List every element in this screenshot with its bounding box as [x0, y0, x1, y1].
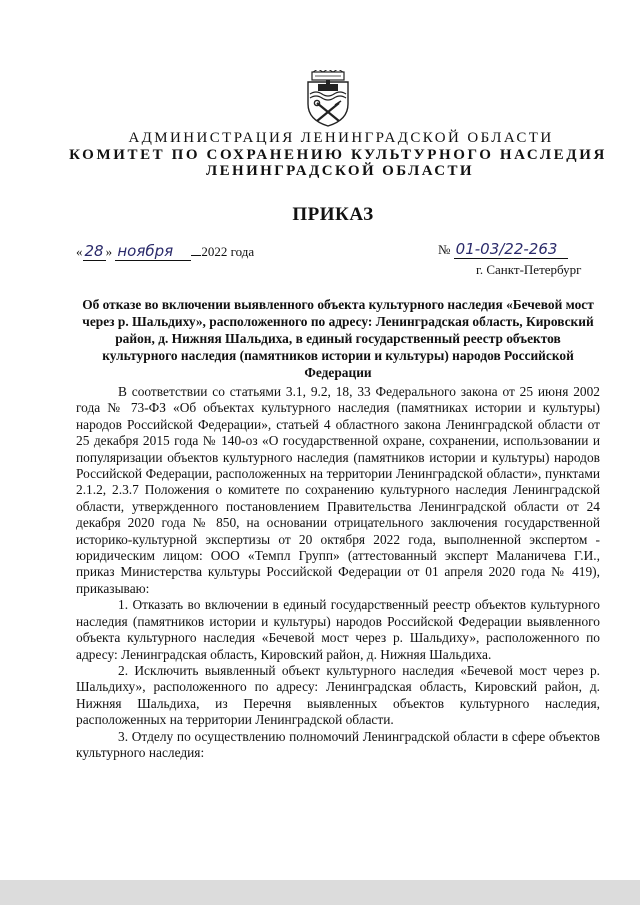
paragraph-item-2: 2. Исключить выявленный объект культурного наследия «Бечевой мост через р. Шальдиху», расположенного по адресу: Ленинградская область, Кировский район, д. Нижняя Шальдиха, из Перечня выявленных объектов культурного наследия, расположенных на территории Ленинградской области.: [76, 662, 600, 728]
date-day: 28: [84, 242, 104, 260]
number-prefix: №: [438, 242, 451, 257]
document-type-title: ПРИКАЗ: [292, 204, 374, 225]
document-body: [76, 384, 600, 761]
coat-of-arms-icon: [304, 70, 352, 128]
document-city: г. Санкт-Петербург: [476, 262, 582, 277]
document-date: [76, 242, 254, 261]
quote-open: «: [76, 244, 83, 259]
date-year: 2022 года: [201, 244, 255, 259]
date-month: ноября: [115, 242, 191, 261]
quote-close: »: [105, 244, 113, 259]
org-line-3: ЛЕНИНГРАДСКОЙ ОБЛАСТИ: [206, 163, 474, 179]
paragraph-item-1: 1. Отказать во включении в единый государственный реестр объектов культурного наследия (памятников истории и культуры) народов Российской Федерации выявленного объекта культурного наследия «Бечевой мост через р. Шальдиху», расположенного по адресу: Ленинградская область, Кировский район, д. Нижняя Шальдиха.: [76, 597, 600, 662]
scan-bottom-edge: [0, 880, 640, 905]
number-value: 01-03/22-263: [454, 240, 568, 259]
document-number: [438, 240, 568, 259]
org-line-2: КОМИТЕТ ПО СОХРАНЕНИЮ КУЛЬТУРНОГО НАСЛЕДИЯ: [69, 147, 607, 163]
paragraph-preamble: В соответствии со статьями 3.1, 9.2, 18, 33 Федерального закона от 25 июня 2002 года № 73-ФЗ «Об объектах культурного наследия (памятниках истории и культуры) народов Российской Федерации», статьей 4 областного закона Ленинградской области от 25 декабря 2015 года № 140-оз «О государственной охране, сохранении, использовании и популяризации объектов культурного наследия (памятников истории и культуры) народов Российской Федерации, расположенных на территории Ленинградской области», пунктами 2.1.2, 2.3.7 Положения о комитете по сохранению культурного наследия Ленинградской области, утвержденного постановлением Правительства Ленинградской области от 24 декабря 2020 года № 850, на основании отрицательного заключения государственной историко-культурной экспертизы от 20 октября 2022 года, выполненной экспертом - юридическим лицом: ООО «Темпл Групп» (аттестованный эксперт Маланичева Г.И., приказ Министерства культуры Российской Федерации от 01 апреля 2020 года № 419), приказываю:: [76, 384, 600, 596]
org-line-1: АДМИНИСТРАЦИЯ ЛЕНИНГРАДСКОЙ ОБЛАСТИ: [128, 130, 554, 146]
paragraph-item-3: 3. Отделу по осуществлению полномочий Ленинградской области в сфере объектов культурного наследия:: [76, 728, 600, 760]
document-subject: Об отказе во включении выявленного объекта культурного наследия «Бечевой мост через р. Шальдиху», расположенного по адресу: Ленинградская область, Кировский район, д. Нижняя Шальдиха, в единый государственный реестр объектов культурного наследия (памятников истории и культуры) народов Российской Федерации: [82, 297, 594, 380]
